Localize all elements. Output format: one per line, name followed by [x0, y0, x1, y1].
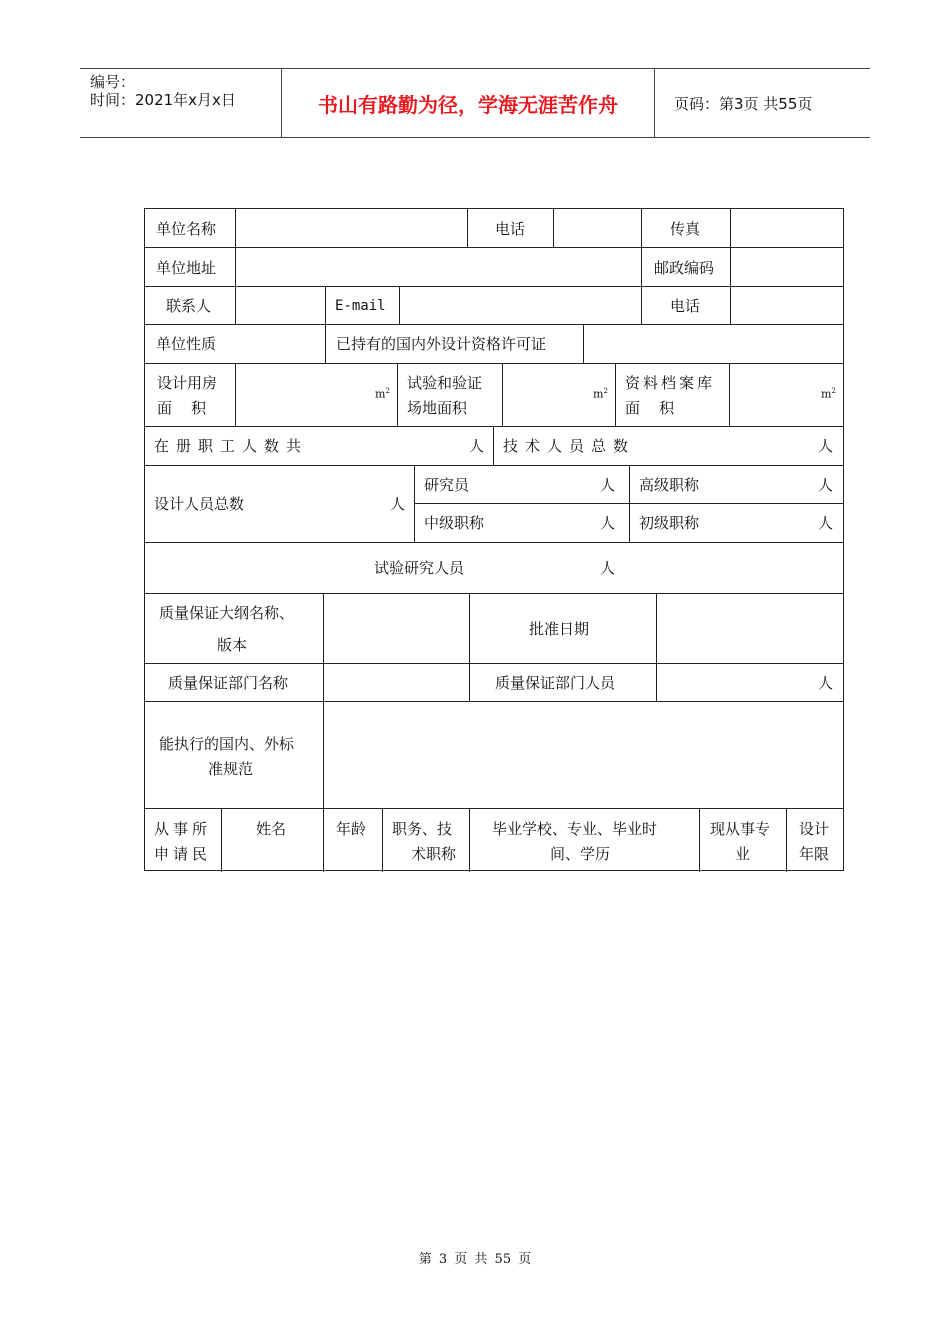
col-position: 职务、技 [392, 820, 453, 838]
label-design-room-area: 面 积 [157, 399, 207, 417]
unit-m2: $m^2$ [593, 387, 608, 401]
unit-person: 人 [390, 495, 406, 513]
col-divider [469, 593, 470, 701]
col-divider [323, 593, 324, 808]
row-divider [145, 247, 843, 248]
label-approval-date: 批准日期 [529, 620, 590, 638]
unit-person: 人 [818, 514, 834, 532]
row-divider [145, 363, 843, 364]
label-unit-nature: 单位性质 [156, 335, 217, 353]
unit-person: 人 [818, 437, 834, 455]
col-divider [325, 286, 326, 363]
row-divider [145, 593, 843, 594]
col-divider [699, 808, 700, 872]
label-senior-title: 高级职称 [639, 476, 700, 494]
row-divider [145, 465, 843, 466]
label-fax: 传真 [670, 220, 701, 238]
col-divider [615, 363, 616, 426]
col-divider [656, 593, 657, 701]
label-unit-name: 单位名称 [156, 220, 217, 238]
col-divider [467, 209, 468, 247]
unit-m2: $m^2$ [375, 387, 390, 401]
header-motto: 书山有路勤为径，学海无涯苦作舟 [281, 69, 655, 137]
page-footer: 第 3 页 共 55 页 [418, 1252, 532, 1267]
label-researcher: 研究员 [424, 476, 470, 494]
col-divider [235, 363, 236, 426]
time-label: 时间：2021年x月x日 [90, 91, 236, 109]
label-standards-2: 准规范 [208, 760, 254, 778]
col-divider [786, 808, 787, 872]
number-label: 编号： [90, 73, 136, 91]
col-divider [221, 808, 222, 872]
label-test-research-staff: 试验研究人员 [374, 559, 465, 577]
label-standards: 能执行的国内、外标 [159, 735, 295, 753]
row-divider [145, 324, 843, 325]
unit-person: 人 [469, 437, 485, 455]
row-divider [145, 808, 843, 809]
col-current-major-2: 业 [735, 845, 751, 863]
label-qa-outline-version: 版本 [217, 636, 248, 654]
row-divider [145, 542, 843, 543]
col-divider [235, 286, 236, 324]
page-header [80, 68, 870, 138]
label-email: E-mail [335, 298, 386, 314]
col-current-major: 现从事专 [710, 820, 771, 838]
col-divider [469, 808, 470, 872]
label-qa-dept-staff: 质量保证部门人员 [495, 674, 616, 692]
col-position-2: 术职称 [411, 845, 457, 863]
label-postal-code: 邮政编码 [654, 259, 715, 277]
col-divider [502, 363, 503, 426]
col-divider [629, 465, 630, 542]
row-divider [145, 663, 843, 664]
row-divider [145, 286, 843, 287]
col-name: 姓名 [256, 820, 287, 838]
header-page-info [664, 69, 870, 137]
label-phone: 电话 [495, 220, 526, 238]
col-divider [235, 209, 236, 247]
label-contact: 联系人 [166, 297, 212, 315]
col-age: 年龄 [336, 820, 367, 838]
row-divider [145, 426, 843, 427]
col-design-years: 设计 [799, 820, 830, 838]
label-phone-2: 电话 [670, 297, 701, 315]
label-license: 已持有的国内外设计资格许可证 [336, 335, 547, 353]
col-divider [641, 209, 642, 324]
label-tech-total: 技术人员总数 [503, 437, 636, 455]
col-divider [553, 209, 554, 247]
unit-person: 人 [600, 514, 616, 532]
col-applicant-2: 申请民 [154, 845, 212, 863]
application-form [144, 208, 844, 871]
col-divider [382, 808, 383, 872]
page-info-text: 页码：第3页 共55页 [674, 94, 813, 113]
label-design-room: 设计用房 [157, 374, 218, 392]
label-qa-dept-name: 质量保证部门名称 [168, 674, 289, 692]
col-design-years-2: 年限 [799, 845, 830, 863]
col-divider [583, 324, 584, 363]
col-divider [399, 286, 400, 324]
col-divider [729, 363, 730, 426]
label-junior-title: 初级职称 [639, 514, 700, 532]
unit-person: 人 [600, 476, 616, 494]
label-archive: 资料档案库 [625, 374, 716, 392]
col-divider [397, 363, 398, 426]
col-divider [235, 247, 236, 286]
label-middle-title: 中级职称 [424, 514, 485, 532]
col-divider [493, 426, 494, 465]
label-test-site: 试验和验证 [407, 374, 483, 392]
col-divider [414, 465, 415, 542]
unit-person: 人 [600, 559, 616, 577]
col-applicant: 从事所 [154, 820, 212, 838]
row-divider [145, 701, 843, 702]
label-unit-address: 单位地址 [156, 259, 217, 277]
header-meta [80, 69, 280, 137]
col-school: 毕业学校、专业、毕业时 [492, 820, 658, 838]
label-staff-total: 在册职工人数共 [154, 437, 309, 455]
label-test-site-area: 场地面积 [407, 399, 468, 417]
label-qa-outline: 质量保证大纲名称、 [159, 604, 295, 622]
col-divider [323, 808, 324, 872]
unit-m2: $m^2$ [821, 387, 836, 401]
label-designer-total: 设计人员总数 [154, 495, 245, 513]
unit-person: 人 [818, 476, 834, 494]
col-school-2: 间、学历 [550, 845, 611, 863]
unit-person: 人 [818, 674, 834, 692]
col-divider [730, 209, 731, 324]
label-archive-area: 面 积 [625, 399, 675, 417]
